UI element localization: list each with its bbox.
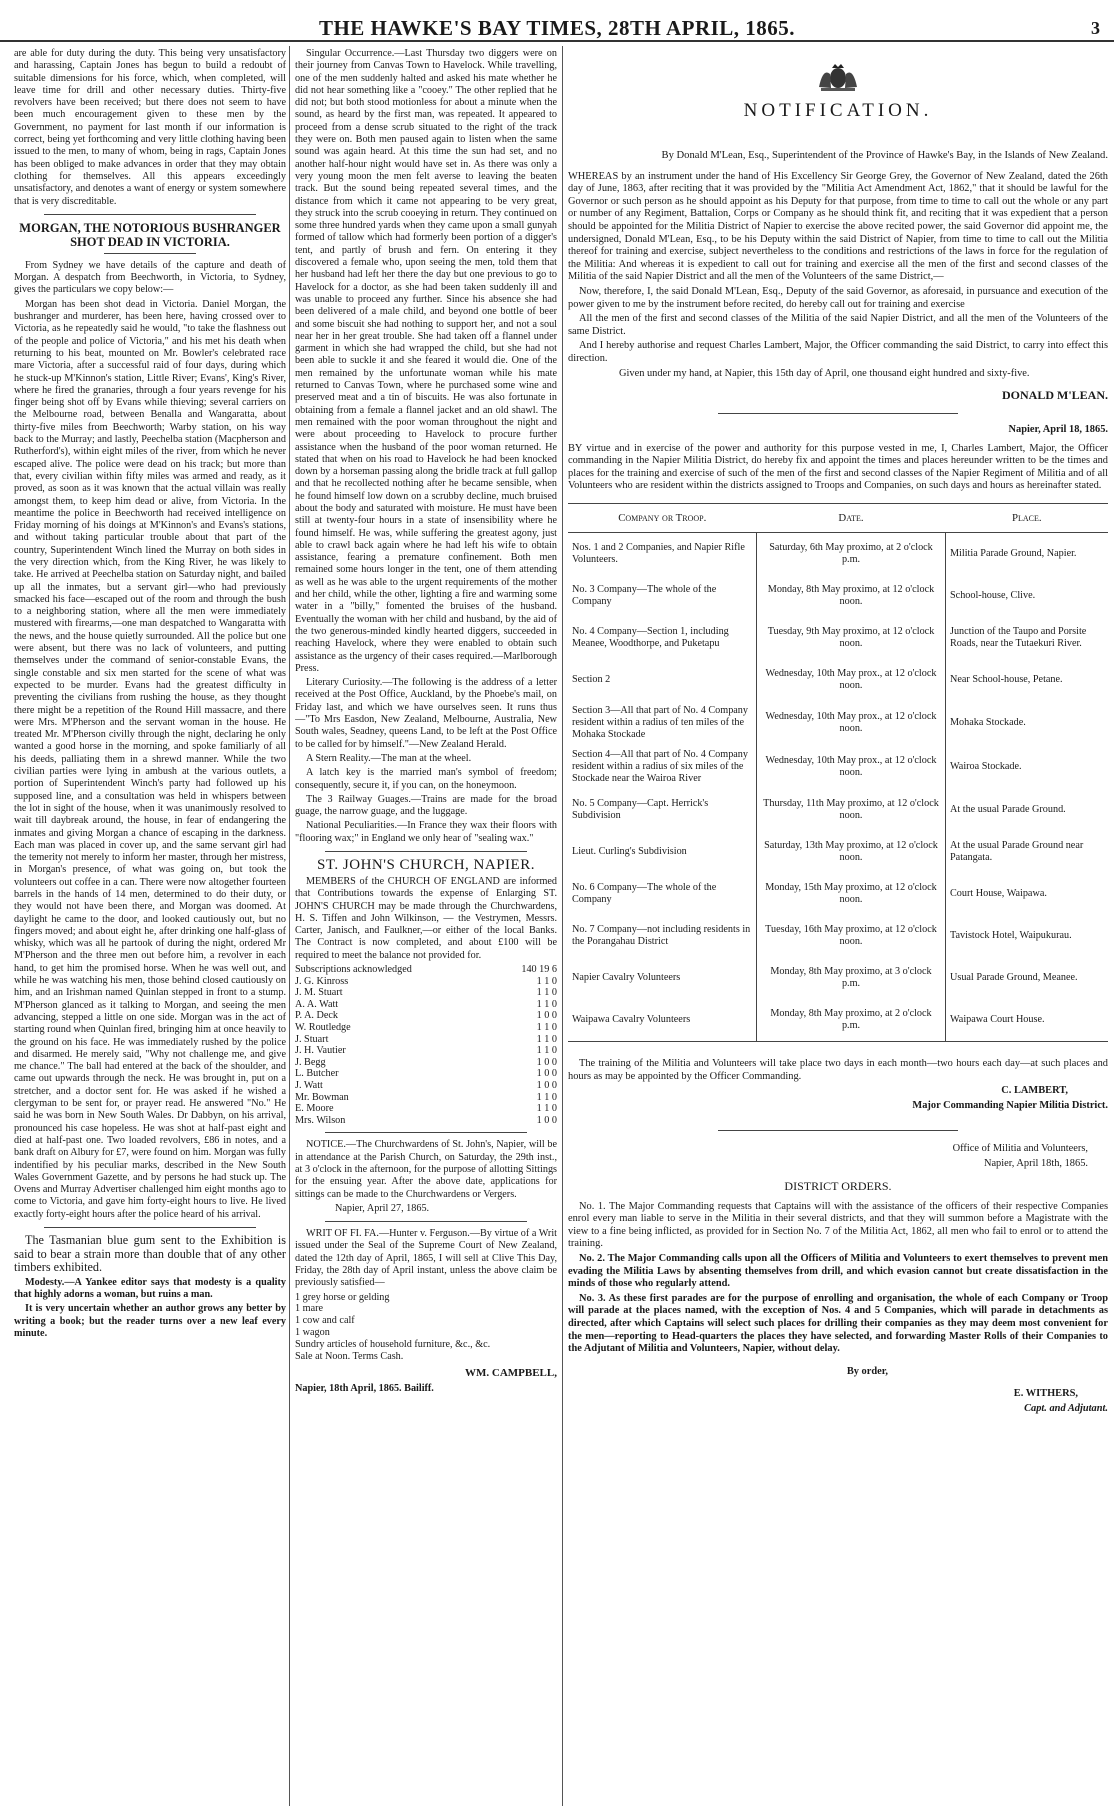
divider	[44, 1227, 256, 1228]
column-divider	[562, 46, 563, 1806]
schedule-row	[568, 999, 1108, 1042]
subscription-amount: 1 0 0	[536, 1056, 557, 1068]
schedule-place: Wairoa Stockade.	[950, 761, 1022, 773]
schedule-place: Militia Parade Ground, Napier.	[950, 548, 1077, 560]
schedule-date: Monday, 15th May proximo, at 12 o'clock noon.	[757, 873, 946, 915]
column-divider	[289, 46, 290, 1806]
subscription-amount: 1 1 0	[536, 1033, 557, 1045]
article-paragraph: The 3 Railway Guages.—Trains are made for the broad guage, the narrow guage, and the luggage.	[295, 793, 557, 818]
notification-paragraph: All the men of the first and second classes of the Militia of the said Napier District, and all the men of the Volunteers of the same District.	[568, 313, 1108, 337]
subscription-amount: 1 0 0	[536, 1114, 557, 1126]
schedule-company: Section 2	[568, 659, 757, 701]
article-paragraph: Modesty.—A Yankee editor says that modesty is a quality that highly adorns a woman, but ruins a man.	[14, 1276, 286, 1301]
district-order: No. 1. The Major Commanding requests that Captains will with the assistance of the officers of their respective Companies enrol every man liable to serve in the Militia in their several districts, and that they will summon before a Magistrate with the view to a fine being inflicted, as provided for in Section No. 7 of the Militia Act, 1862, all men who fail to enrol or to attend the training.	[568, 1200, 1108, 1250]
column-2	[295, 48, 557, 1806]
schedule-row	[568, 701, 1108, 745]
subscriber-name: E. Moore	[295, 1103, 334, 1115]
subscriber-name: J. Begg	[295, 1056, 326, 1068]
schedule-place: Usual Parade Ground, Meanee.	[950, 972, 1078, 984]
writ-item-list	[295, 1292, 557, 1351]
subscriber-name: J. M. Stuart	[295, 987, 343, 999]
district-order: No. 2. The Major Commanding calls upon all the Officers of Militia and Volunteers to exert themselves to prevent men evading the Militia Laws by absenting themselves from drill, and which evasion cannot but create dissatisfaction in the minds of those who regularly attend.	[568, 1253, 1108, 1290]
subscription-amount: 1 0 0	[536, 1068, 557, 1080]
subscription-row	[295, 1068, 557, 1080]
article-paragraph: From Sydney we have details of the capture and death of Morgan. A despatch from Beechworth, in Victoria, to Sydney, gives the particulars we copy below:—	[14, 259, 286, 296]
table-header: Date.	[757, 504, 946, 533]
schedule-company: Section 3—All that part of No. 4 Company resident within a radius of ten miles of the Mohaka Stockade	[568, 701, 757, 745]
writ-paragraph: WRIT OF FI. FA.—Hunter v. Ferguson.—By virtue of a Writ issued under the Seal of the Supreme Court of New Zealand, dated the 12th day of April, 1865, I will sell at Clive This Day, Friday, the 28th day of April instant, unless the above claim be previously satisfied—	[295, 1228, 557, 1289]
header-rule	[0, 40, 1114, 42]
writ-footer: Napier, 18th April, 1865. Bailiff.	[295, 1382, 434, 1394]
subscriber-name: Mrs. Wilson	[295, 1114, 346, 1126]
schedule-row	[568, 533, 1108, 576]
writ-item: Sundry articles of household furniture, &c., &c.	[295, 1338, 491, 1350]
subscriber-name: W. Routledge	[295, 1022, 351, 1034]
page-header	[0, 0, 1114, 42]
district-order: No. 3. As these first parades are for the purpose of enrolling and organisation, the whole of each Company or Troop will parade at the places named, with the exception of Nos. 4 and 5 Companies, which will parade in detachments as directed, after which Captains will select such places for drilling their companies as they may deem most convenient for the men—reporting to Head-quarters the places they have selected, and forwarding Master Rolls of their Companies to the Adjutant of Militia and Volunteers, Napier, without delay.	[568, 1292, 1108, 1355]
schedule-row	[568, 659, 1108, 701]
schedule-date: Thursday, 11th May proximo, at 12 o'clock noon.	[757, 789, 946, 831]
schedule-company: No. 4 Company—Section 1, including Meanee, Woodthorpe, and Puketapu	[568, 617, 757, 659]
divider	[718, 413, 958, 414]
withers-name: E. WITHERS,	[1013, 1388, 1078, 1400]
schedule-date: Saturday, 13th May proximo, at 12 o'clock noon.	[757, 831, 946, 873]
schedule-place: At the usual Parade Ground near Patangata.	[950, 840, 1084, 864]
column-3	[568, 48, 1108, 1806]
subscriber-name: P. A. Deck	[295, 1010, 339, 1022]
schedule-row	[568, 745, 1108, 789]
writ-item: 1 cow and calf	[295, 1315, 355, 1327]
article-paragraph: A Stern Reality.—The man at the wheel.	[306, 752, 472, 764]
subscription-amount: 1 0 0	[536, 1010, 557, 1022]
subscription-row	[295, 1045, 557, 1057]
subscription-amount: 1 1 0	[536, 1045, 557, 1057]
article-paragraph: A latch key is the married man's symbol of freedom; consequently, secure it, if you can, on the honeymoon.	[295, 767, 557, 791]
subscription-row	[295, 1092, 557, 1104]
article-paragraph: National Peculiarities.—In France they wax their floors with "flooring wax;" in England we only hear of "sealing wax."	[295, 820, 557, 844]
schedule-place: Junction of the Taupo and Porsite Roads, near the Tutaekuri River.	[950, 626, 1087, 650]
office-line: Office of Militia and Volunteers,	[952, 1143, 1088, 1155]
subscriber-name: L. Butcher	[295, 1068, 339, 1080]
schedule-place: Waipawa Court House.	[950, 1014, 1045, 1026]
subscription-row	[295, 1010, 557, 1022]
subscription-row	[295, 964, 557, 976]
article-paragraph: Morgan has been shot dead in Victoria. Daniel Morgan, the bushranger and murderer, has been here, having crossed over to Victoria, as he repeatedly said he would, "to take the flashness out of the people and police of Victoria," and his met his death when returning to his beat, mounted on Mr. Bowler's celebrated race mare Victoria, after a successful raid of four days, during which he stuck-up M'Kinnon's station, Little River; Evans', King's River, where he fired the granaries, through a four years revenge for his finger being shot off by Evans while thieving; several carriers on the Melbourne road, between Benalla and Wangaratta, about thirty-five miles from Beechworth; Warby station, on his way back to the Murray; and lastly, Peechelba station (Macpherson and Rutherford's), within eight miles of the river, from which he never escaped alive. The police were dead on his track; but more than that, every civilian within fifty miles was armed and ready, as it proved, as soon as it was known that the actual villain was really amongst them, to keep him dead or alive, from Victoria. In the meantime the police in Beechworth had received intelligence on Friday morning of his doings at M'Kinnon's and Evans's stations, and without taking particular trouble about that part of the country, Superintendent Winch lined the Murray on both sides in the very direction which, from the King River, he was likely to take. He arrived at Peechelba station on Saturday night, and bailed up all the inmates, but a servant girl—who had previously smacked his face—escaped out of the room and through the bush to a neighboring station, where all the men were immediately mustered with firearms,—one man despatched to Wangaratta with the news, and the house quietly surrounded. All the police but one were absent, but there was no lack of volunteers, and putting themselves under the command of senior-constable Evans, the single constable and six men started for the scene of what was expected to be murder. Evans had the greatest difficulty in preventing the civilians from rushing the house, as they thought there might be a repetition of the Round Hill massacre, and there were Mrs. M'Pherson and the servant woman in the house. He treated Mr. M'Pherson civilly through the night, declaring he only wanted a good horse in the morning, and spoke familiarly of all his deeds, palliating them in a shrewd manner. While the two civilian parties were lying in ambush at the various outlets, a portion of Superintendent Winch's party had followed up his supposed line, and a consultation was held in whispers between the lot in sight of the house, when it was unanimously resolved to wait till daybreak around, the house, in fear of endangering the inmates and giving Morgan a chance of escaping in the darkness. Each man was placed in cover up, and the same servant girl had the temerity not merely to inform her master, through her mistress, in Morgan's presence, of what was going on, but took the volunteers out coffee in a can. There were now altogether fourteen barrels in the hands of 14 men, determined to do their duty, or they would not have been there, and Morgan was doomed. At daylight he came to the door, and looked cautiously out, but no fingers moved; and about eight he, after drinking one half-glass of whisky, which was all he partook of during the night, ordered Mr M'Pherson and the three men out before him, a revolver in each hand, to get him the promised horse. When he was well out, and while he was watching his men, those behind closed cautiously on him, and an Irishman named Quinlan stepped in front to a stump. M'Pherson glanced as it talking to Morgan, and seeing the men advancing, stepped a little on one side. Morgan was in the act of starting round when Quinlan fired, bringing him at once heavily to the ground on his face. He was immediately rushed by the police and disarmed. He merely said, "Why not challenge me, and give me chance." The ball had entered at the back of the shoulder, and came out upwards through the neck. He was brought in, put on a stretcher, and a doctor sent for. He was asked if he wished a clergyman to be sent for, or prayer read. He answered "No." He said he was born in New South Wales. Dr Dabbyn, on his arrival, pronounced his case hopeless. He was shot at half-past eight and died at half-past one. Two loaded revolvers, £86 in notes, and a bank draft on Albury for £7, were found on him. Morgan was fully indentified by his peculiar marks, described in the New South Wales Government Gazette, and by persons he had stuck up. The Ovens and Murray Advertiser challenged him eight months ago to come to Victoria, and gave him forty-eight hours to live. He lived exactly forty-eight hours after the police heard of his arrival.	[14, 298, 286, 1220]
schedule-date: Monday, 8th May proximo, at 3 o'clock p.m.	[757, 957, 946, 999]
subscriber-name: J. H. Vautier	[295, 1045, 346, 1057]
schedule-date: Tuesday, 16th May proximo, at 12 o'clock noon.	[757, 915, 946, 957]
subscription-amount: 1 1 0	[536, 998, 557, 1010]
subscription-amount: 140 19 6	[521, 964, 557, 976]
subscription-row	[295, 1080, 557, 1092]
subscription-list	[295, 964, 557, 1126]
subscriber-name: J. Watt	[295, 1080, 323, 1092]
schedule-company: Napier Cavalry Volunteers	[568, 957, 757, 999]
schedule-row	[568, 617, 1108, 659]
table-header: Place.	[946, 504, 1109, 533]
schedule-company: No. 7 Company—not including residents in the Porangahau District	[568, 915, 757, 957]
writ-item: 1 grey horse or gelding	[295, 1291, 390, 1303]
masthead: THE HAWKE'S BAY TIMES, 28TH APRIL, 1865.	[318, 16, 796, 40]
training-schedule-table	[568, 503, 1108, 1042]
subscriber-name: J. Stuart	[295, 1033, 329, 1045]
subscription-amount: 1 1 0	[536, 1022, 557, 1034]
schedule-company: Nos. 1 and 2 Companies, and Napier Rifle Volunteers.	[568, 533, 757, 576]
article-paragraph: It is very uncertain whether an author grows any better by writing a book; but the reader turns over a new leaf every minute.	[14, 1303, 286, 1339]
notice-date: Napier, April 27, 1865.	[335, 1202, 430, 1214]
subscription-row	[295, 1103, 557, 1115]
page-number: 3	[1091, 18, 1100, 38]
writ-item: 1 wagon	[295, 1327, 330, 1339]
article-paragraph: The Tasmanian blue gum sent to the Exhibition is said to bear a strain more than double that of any other timbers exhibited.	[14, 1233, 286, 1275]
subscription-row	[295, 1057, 557, 1069]
schedule-date: Wednesday, 10th May prox., at 12 o'clock noon.	[757, 659, 946, 701]
office-line: Napier, April 18th, 1865.	[983, 1158, 1088, 1170]
subscription-row	[295, 987, 557, 999]
writ-signature: WM. CAMPBELL,	[465, 1366, 557, 1379]
schedule-date: Wednesday, 10th May prox., at 12 o'clock noon.	[757, 701, 946, 745]
schedule-place: Tavistock Hotel, Waipukurau.	[950, 930, 1072, 942]
divider	[104, 253, 196, 254]
notification-given: Given under my hand, at Napier, this 15th day of April, one thousand eight hundred and sixty-five.	[619, 367, 1030, 379]
subscription-amount: 1 1 0	[536, 1103, 557, 1115]
notification-paragraph: And I hereby authorise and request Charles Lambert, Major, the Officer commanding the said District, to carry into effect this direction.	[568, 340, 1108, 364]
schedule-company: Waipawa Cavalry Volunteers	[568, 999, 757, 1042]
subscription-row	[295, 1034, 557, 1046]
mclean-signature: DONALD M'LEAN.	[1001, 388, 1108, 403]
schedule-place: At the usual Parade Ground.	[950, 804, 1066, 816]
schedule-date: Tuesday, 9th May proximo, at 12 o'clock noon.	[757, 617, 946, 659]
divider	[325, 1221, 527, 1222]
divider	[325, 851, 527, 852]
article-heading: MORGAN, THE NOTORIOUS BUSHRANGER SHOT DEAD IN VICTORIA.	[19, 220, 281, 249]
subscription-row	[295, 1115, 557, 1127]
subscriber-name: Subscriptions acknowledged	[295, 964, 412, 976]
withers-title: Capt. and Adjutant.	[1024, 1402, 1108, 1414]
by-order: By order,	[846, 1365, 888, 1377]
subscription-amount: 1 1 0	[536, 987, 557, 999]
schedule-date: Saturday, 6th May proximo, at 2 o'clock p.m.	[757, 533, 946, 576]
schedule-row	[568, 831, 1108, 873]
divider	[325, 1132, 527, 1133]
subscriber-name: Mr. Bowman	[295, 1091, 349, 1103]
notification-title: NOTIFICATION.	[743, 100, 933, 121]
notification-paragraph: WHEREAS by an instrument under the hand of His Excellency Sir George Grey, the Governor of New Zealand, dated the 26th day of June, 1863, after reciting that it was provided by the "Militia Act Amendment Act, 1862," that it should be lawful for the Governor or such person as he should appoint as his Deputy for that purpose, from time to time to call out the whole or any part or number of any Regiment, Battalion, Corps or Company as he should think fit, and reciting that it was expedient that a person should be appointed for the Militia District of Napier to exercise the above recited power, the said Governor did appoint me, the undersigned, Donald M'Lean, Esq., to be his Deputy within the said District of Napier, from time to time to call out the Militia thereof for training and exercise, subject nevertheless to the conditions and restrictions of the laws in force for the regulation of the Militia: And whereas it is expedient to call out for training and exercise all the men of the first and second classes of the Militia of the said Napier District and all the men of the Volunteers of the same District,—	[568, 170, 1108, 283]
schedule-company: Section 4—All that part of No. 4 Company resident within a radius of six miles of the Stockade near the Wairoa River	[568, 745, 757, 789]
lambert-title: Major Commanding Napier Militia District.	[912, 1099, 1108, 1111]
divider	[44, 214, 256, 215]
table-header: Company or Troop.	[568, 504, 757, 533]
church-notice: MEMBERS of the CHURCH OF ENGLAND are informed that Contributions towards the expense of Enlarging ST. JOHN'S CHURCH may be made through the Churchwardens, H. S. Tiffen and John Wilkinson, — the Vestrymen, Messrs. Carter, Janisch, and Faulkner,—or either of the local Banks. The Contract is now completed, and about £100 will be required to meet the balance not provided for.	[295, 876, 557, 961]
subscription-row	[295, 1022, 557, 1034]
church-heading: ST. JOHN'S CHURCH, NAPIER.	[317, 857, 535, 873]
schedule-row	[568, 873, 1108, 915]
schedule-date: Monday, 8th May proximo, at 12 o'clock noon.	[757, 575, 946, 617]
schedule-row	[568, 575, 1108, 617]
subscription-amount: 1 1 0	[536, 975, 557, 987]
article-continued: are able for duty during the duty. This being very unsatisfactory and harassing, Captain Jones has begun to build a redoubt of suitable dimensions for his force, which, when completed, will leave time for drill and other necessary duties. Thirty-five revolvers have been received; but there does not seem to have been much encouragement given to these men by the Government, no payment for last month if our information is correct, being yet forthcoming and very little clothing having been issued to the men, to many of whom, being in rags, Captain Jones has been obliged to make advances in order that they may obtain clothing for themselves. All this appears exceedingly unsatisfactory, and denotes a want of energy or system somewhere that is very discreditable.	[14, 48, 286, 207]
order-paragraph: BY virtue and in exercise of the power and authority for this purpose vested in me, I, Charles Lambert, Major, the Officer commanding in the Napier Militia District, do hereby fix and appoint the times and places hereunder written to be the times and places for the training and exercise of such of the men of the first and second classes of the Napier Regiment of Militia and of all Volunteers who are resident within the districts assigned to Troops and Companies, on such days and hours as hereinafter stated.	[568, 442, 1108, 492]
subscription-row	[295, 976, 557, 988]
divider	[718, 1130, 958, 1131]
royal-crest-icon	[815, 62, 861, 92]
notification-byline: By Donald M'Lean, Esq., Superintendent of the Province of Hawke's Bay, in the Islands of New Zealand.	[661, 150, 1108, 161]
order-date: Napier, April 18, 1865.	[1008, 424, 1108, 436]
schedule-date: Wednesday, 10th May prox., at 12 o'clock noon.	[757, 745, 946, 789]
column-1	[14, 48, 286, 1806]
training-note: The training of the Militia and Volunteers will take place two days in each month—two hours each day—at such places and hours as may be appointed by the Officer Commanding.	[568, 1058, 1108, 1082]
article-paragraph: Literary Curiosity.—The following is the address of a letter received at the Post Office, Auckland, by the Phoebe's mail, on Friday last, and which we have ourselves seen. It runs thus—"To Mrs Easdon, New Zealand, Melbourne, Australia, New South wales, Seadney, queens Land, to be left at the Post Office to be called for by himself."—New Zealand Herald.	[295, 677, 557, 750]
schedule-place: Near School-house, Petane.	[950, 674, 1063, 686]
subscription-amount: 1 1 0	[536, 1091, 557, 1103]
notification-paragraph: Now, therefore, I, the said Donald M'Lean, Esq., Deputy of the said Governor, as aforesaid, in pursuance and execution of the power given to me by the instrument before recited, do hereby call out for training and exercise	[568, 285, 1108, 310]
article-paragraph: Singular Occurrence.—Last Thursday two diggers were on their journey from Canvas Town to Havelock. While travelling, one of the men suddenly halted and asked his mate whether he did not hear something like a "cooey." The other replied that he did not; but both stood motionless for about a minute when the sound, as heard by the first man, was repeated. It appeared to proceed from a dense scrub situated to the right of the track they were on. Both men paused again to listen when the same sound was again heard. At this time the sun had set, and no another half-hour night would have set in. As there was only a very young moon the men felt averse to leaving the beaten track. But the sound being repeated several times, and the distance from which it came not appearing to be very great, they struck into the scrub cooeying in return. They continued on some three hundred yards when they came upon a small gunyah formed of tallow which had formerly been portion of a digger's tent, and partly of brush and fern. On entering it they discovered a female who, upon seeing the men, told them that her husband had left her there the day but one previous to go to Havelock for a doctor, as she had been taken suddenly ill and was unable to proceed any further. Since his absence she had been delivered of a male child, and beyond one bottle of beer and some biscuit she had nothing to support her, and not a soul near her in her great trouble. She had taken off a flannel under garment in which she had wrapped the child, but she had not been able to suckle it and she feared it would die. One of the men remained by the unfortunate woman while his mate returned to Canvas Town, where he purchased some wine and preserved meat and a tin of biscuits. He was also fortunate in obtaining from a female a flannel jacket and an old shawl. The men remained with the poor woman throughout the night and were about proceeding to Havelock to procure further assistance when the husband of the poor woman returned. He stated that when on his road to Havelock he had been knocked down by a horseman passing along the bridle track at full gallop and that he recollected nothing after he became sensible, when he found himself low down on a scrubby decline, much bruised about the body and saturated with moisture. He must have been still at twenty-four hours in a state of insensibility where he found himself. He was, while suffering the greatest agony, just able to crawl back again where he had left his wife to obtain assistance, fearing a premature confinement. Both men remained some hours longer in the tent, one of them attending as well as he was able to the urgent requirements of the mother and her child, while the other, lighting a fire and warming some water in a "billy," fomented the bruises of the husband. Eventually the woman with her child and husband, by the aid of the two generous-minded kindly hearted diggers, succeeded in reaching Havelock, where they were enabled to obtain such assistance as the urgency of their cases required.—Marlborough Press.	[295, 48, 557, 674]
schedule-company: No. 5 Company—Capt. Herrick's Subdivision	[568, 789, 757, 831]
notice-paragraph: NOTICE.—The Churchwardens of St. John's, Napier, will be in attendance at the Parish Church, on Saturday, the 29th inst., at 3 o'clock in the afternoon, for the purpose of allotting Sittings for the ensuing year. After the above date, applications for sittings can be made to the Churchwardens or Vergers.	[295, 1139, 557, 1200]
subscriber-name: J. G. Kinross	[295, 975, 349, 987]
lambert-name: C. LAMBERT,	[1001, 1085, 1068, 1097]
schedule-date: Monday, 8th May proximo, at 2 o'clock p.m.	[757, 999, 946, 1042]
subscriber-name: A. A. Watt	[295, 998, 339, 1010]
schedule-row	[568, 957, 1108, 999]
subscription-row	[295, 999, 557, 1011]
schedule-row	[568, 789, 1108, 831]
schedule-company: No. 6 Company—The whole of the Company	[568, 873, 757, 915]
subscription-amount: 1 0 0	[536, 1080, 557, 1092]
writ-sale: Sale at Noon. Terms Cash.	[295, 1350, 404, 1362]
schedule-place: School-house, Clive.	[950, 590, 1036, 602]
schedule-company: No. 3 Company—The whole of the Company	[568, 575, 757, 617]
schedule-row	[568, 915, 1108, 957]
schedule-place: Mohaka Stockade.	[950, 717, 1026, 729]
schedule-company: Lieut. Curling's Subdivision	[568, 831, 757, 873]
writ-item: 1 mare	[295, 1303, 324, 1315]
schedule-place: Court House, Waipawa.	[950, 888, 1047, 900]
district-orders-title: DISTRICT ORDERS.	[784, 1178, 892, 1193]
